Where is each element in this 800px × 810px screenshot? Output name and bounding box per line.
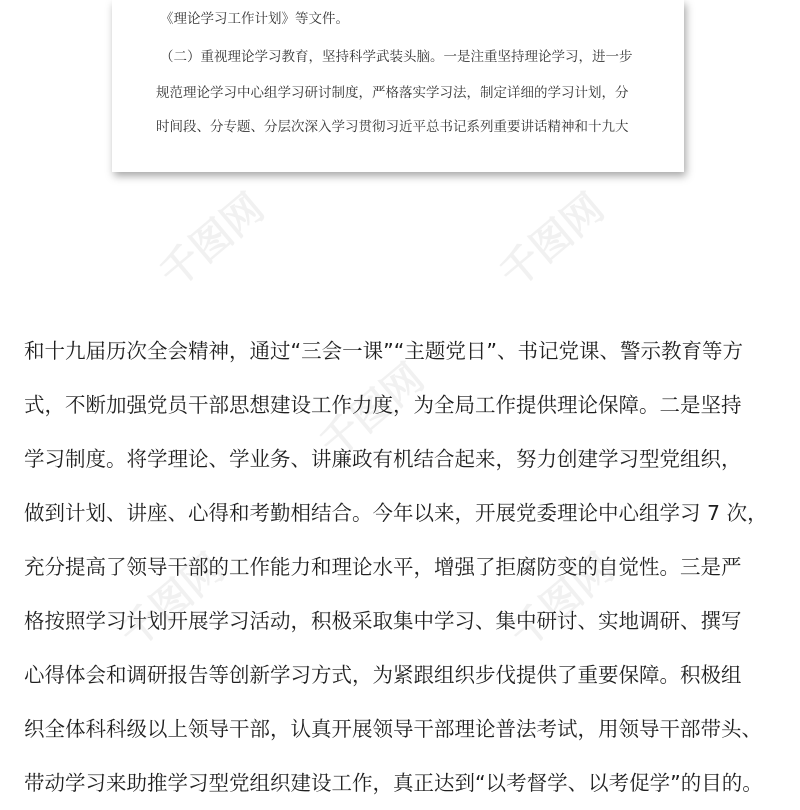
body-line: 带动学习来助推学习型党组织建设工作，真正达到“以考督学、以考促学”的目的。 [24,771,763,795]
card-line: 时间段、分专题、分层次深入学习贯彻习近平总书记系列重要讲话精神和十九大 [156,119,629,135]
watermark-logo: 千图网 [501,544,623,658]
body-line: 做到计划、讲座、心得和考勤相结合。今年以来，开展党委理论中心组学习 7 次， [24,501,768,525]
watermark-logo: 千图网 [111,544,233,658]
watermark-logo: 千图网 [151,184,273,298]
body-line: 和十九届历次全会精神，通过“三会一课”“主题党日”、书记党课、警示教育等方 [24,339,743,363]
body-line: 格按照学习计划开展学习活动，积极采取集中学习、集中研讨、实地调研、撰写 [24,609,742,633]
card-line: 《理论学习工作计划》等文件。 [160,11,349,27]
card-line: 规范理论学习中心组学习研讨制度，严格落实学习法，制定详细的学习计划，分 [156,85,629,101]
watermark-logo: 千图网 [311,354,433,468]
body-line: 学习制度。将学理论、学业务、讲廉政有机结合起来，努力创建学习型党组织， [24,447,742,471]
body-line: 织全体科科级以上领导干部，认真开展领导干部理论普法考试，用领导干部带头、 [24,717,762,741]
body-line: 充分提高了领导干部的工作能力和理论水平，增强了拒腐防变的自觉性。三是严 [24,555,742,579]
watermark-logo: 千图网 [491,184,613,298]
document-card [112,0,684,172]
body-line: 式，不断加强党员干部思想建设工作力度，为全局工作提供理论保障。二是坚持 [24,393,742,417]
document-body [24,324,784,810]
body-line: 心得体会和调研报告等创新学习方式，为紧跟组织步伐提供了重要保障。积极组 [24,663,742,687]
card-line: （二）重视理论学习教育，坚持科学武装头脑。一是注重坚持理论学习，进一步 [160,49,633,65]
